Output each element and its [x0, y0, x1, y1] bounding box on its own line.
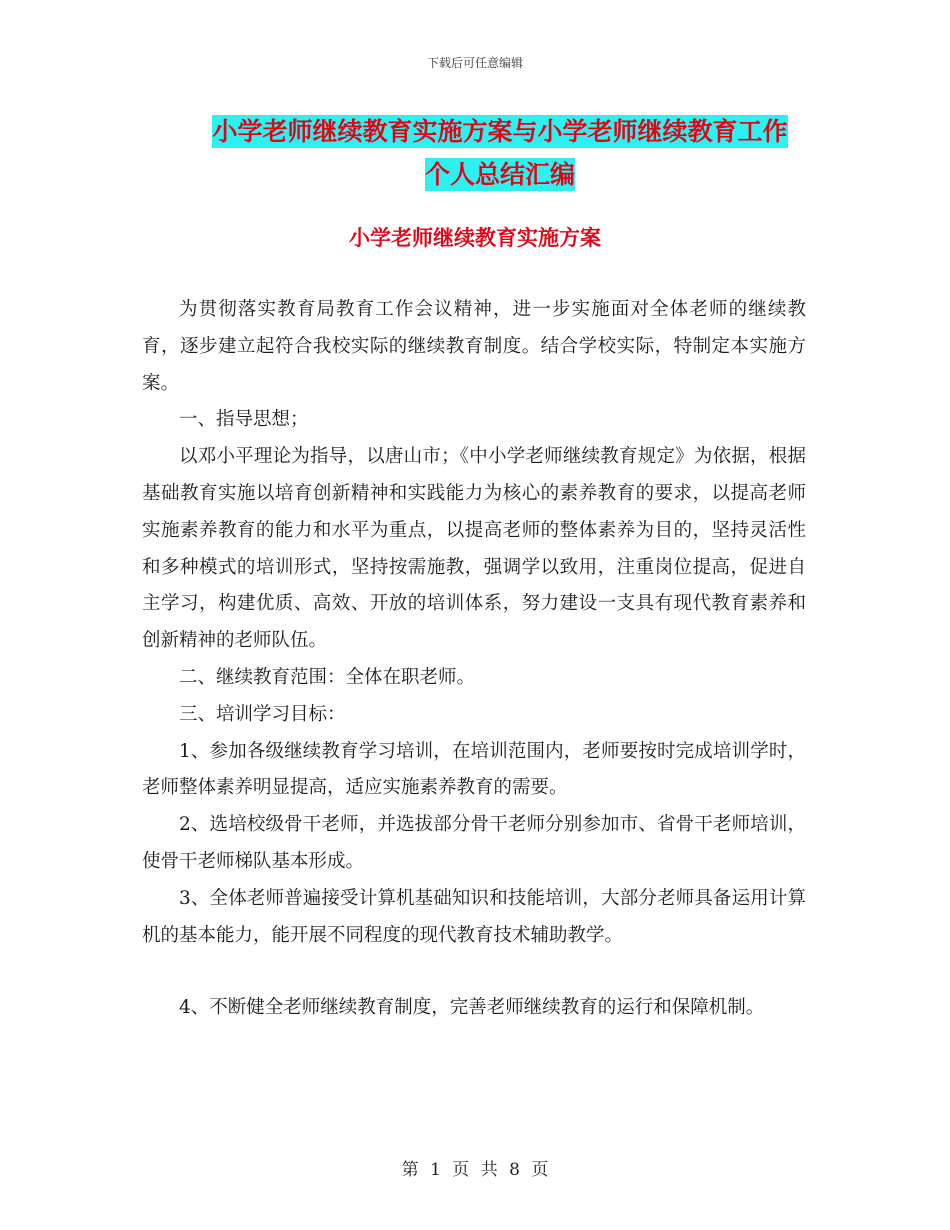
paragraph-goal-4: 4、不断健全老师继续教育制度，完善老师继续教育的运行和保障机制。 [179, 997, 765, 1019]
header-note: 下载后可任意编辑 [426, 56, 523, 70]
document-title [140, 110, 860, 196]
paragraph-heading-goals: 三、培训学习目标： [179, 703, 346, 725]
paragraph-intro: 为贯彻落实教育局教育工作会议精神，进一步实施面对全体老师的继续教育，逐步建立起符合我校实际的继续教育制度。结合学校实际，特制定本实施方案。 [142, 299, 806, 394]
paragraph-heading-guiding-thought: 一、指导思想； [179, 409, 309, 431]
paragraph-goal-3: 3、全体老师普遍接受计算机基础知识和技能培训，大部分老师具备运用计算机的基本能力，能开展不同程度的现代教育技术辅助教学。 [142, 887, 806, 946]
body-text [142, 292, 806, 1027]
paragraph-goal-1: 1、参加各级继续教育学习培训，在培训范围内，老师要按时完成培训学时，老师整体素养明显提高，适应实施素养教育的需要。 [142, 740, 806, 799]
document-title-line-1: 小学老师继续教育实施方案与小学老师继续教育工作 [212, 117, 788, 146]
paragraph-scope: 二、继续教育范围：全体在职老师。 [179, 666, 476, 688]
section-title: 小学老师继续教育实施方案 [349, 226, 601, 250]
page-footer: 第 1 页 共 8 页 [401, 1160, 549, 1180]
paragraph-goal-2: 2、选培校级骨干老师，并选拔部分骨干老师分别参加市、省骨干老师培训，使骨干老师梯队基本形成。 [142, 814, 806, 872]
paragraph-guiding-thought: 以邓小平理论为指导，以唐山市；《中小学老师继续教育规定》为依据，根据基础教育实施以培育创新精神和实践能力为核心的素养教育的要求，以提高老师实施素养教育的能力和水平为重点，以提高老师的整体素养为目的，坚持灵活性和多种模式的培训形式，坚持按需施教，强调学以致用，注重岗位提高，促进自主学习，构建优质、高效、开放的培训体系，努力建设一支具有现代教育素养和创新精神的老师队伍。 [142, 446, 806, 652]
document-title-line-2: 个人总结汇编 [424, 160, 575, 189]
